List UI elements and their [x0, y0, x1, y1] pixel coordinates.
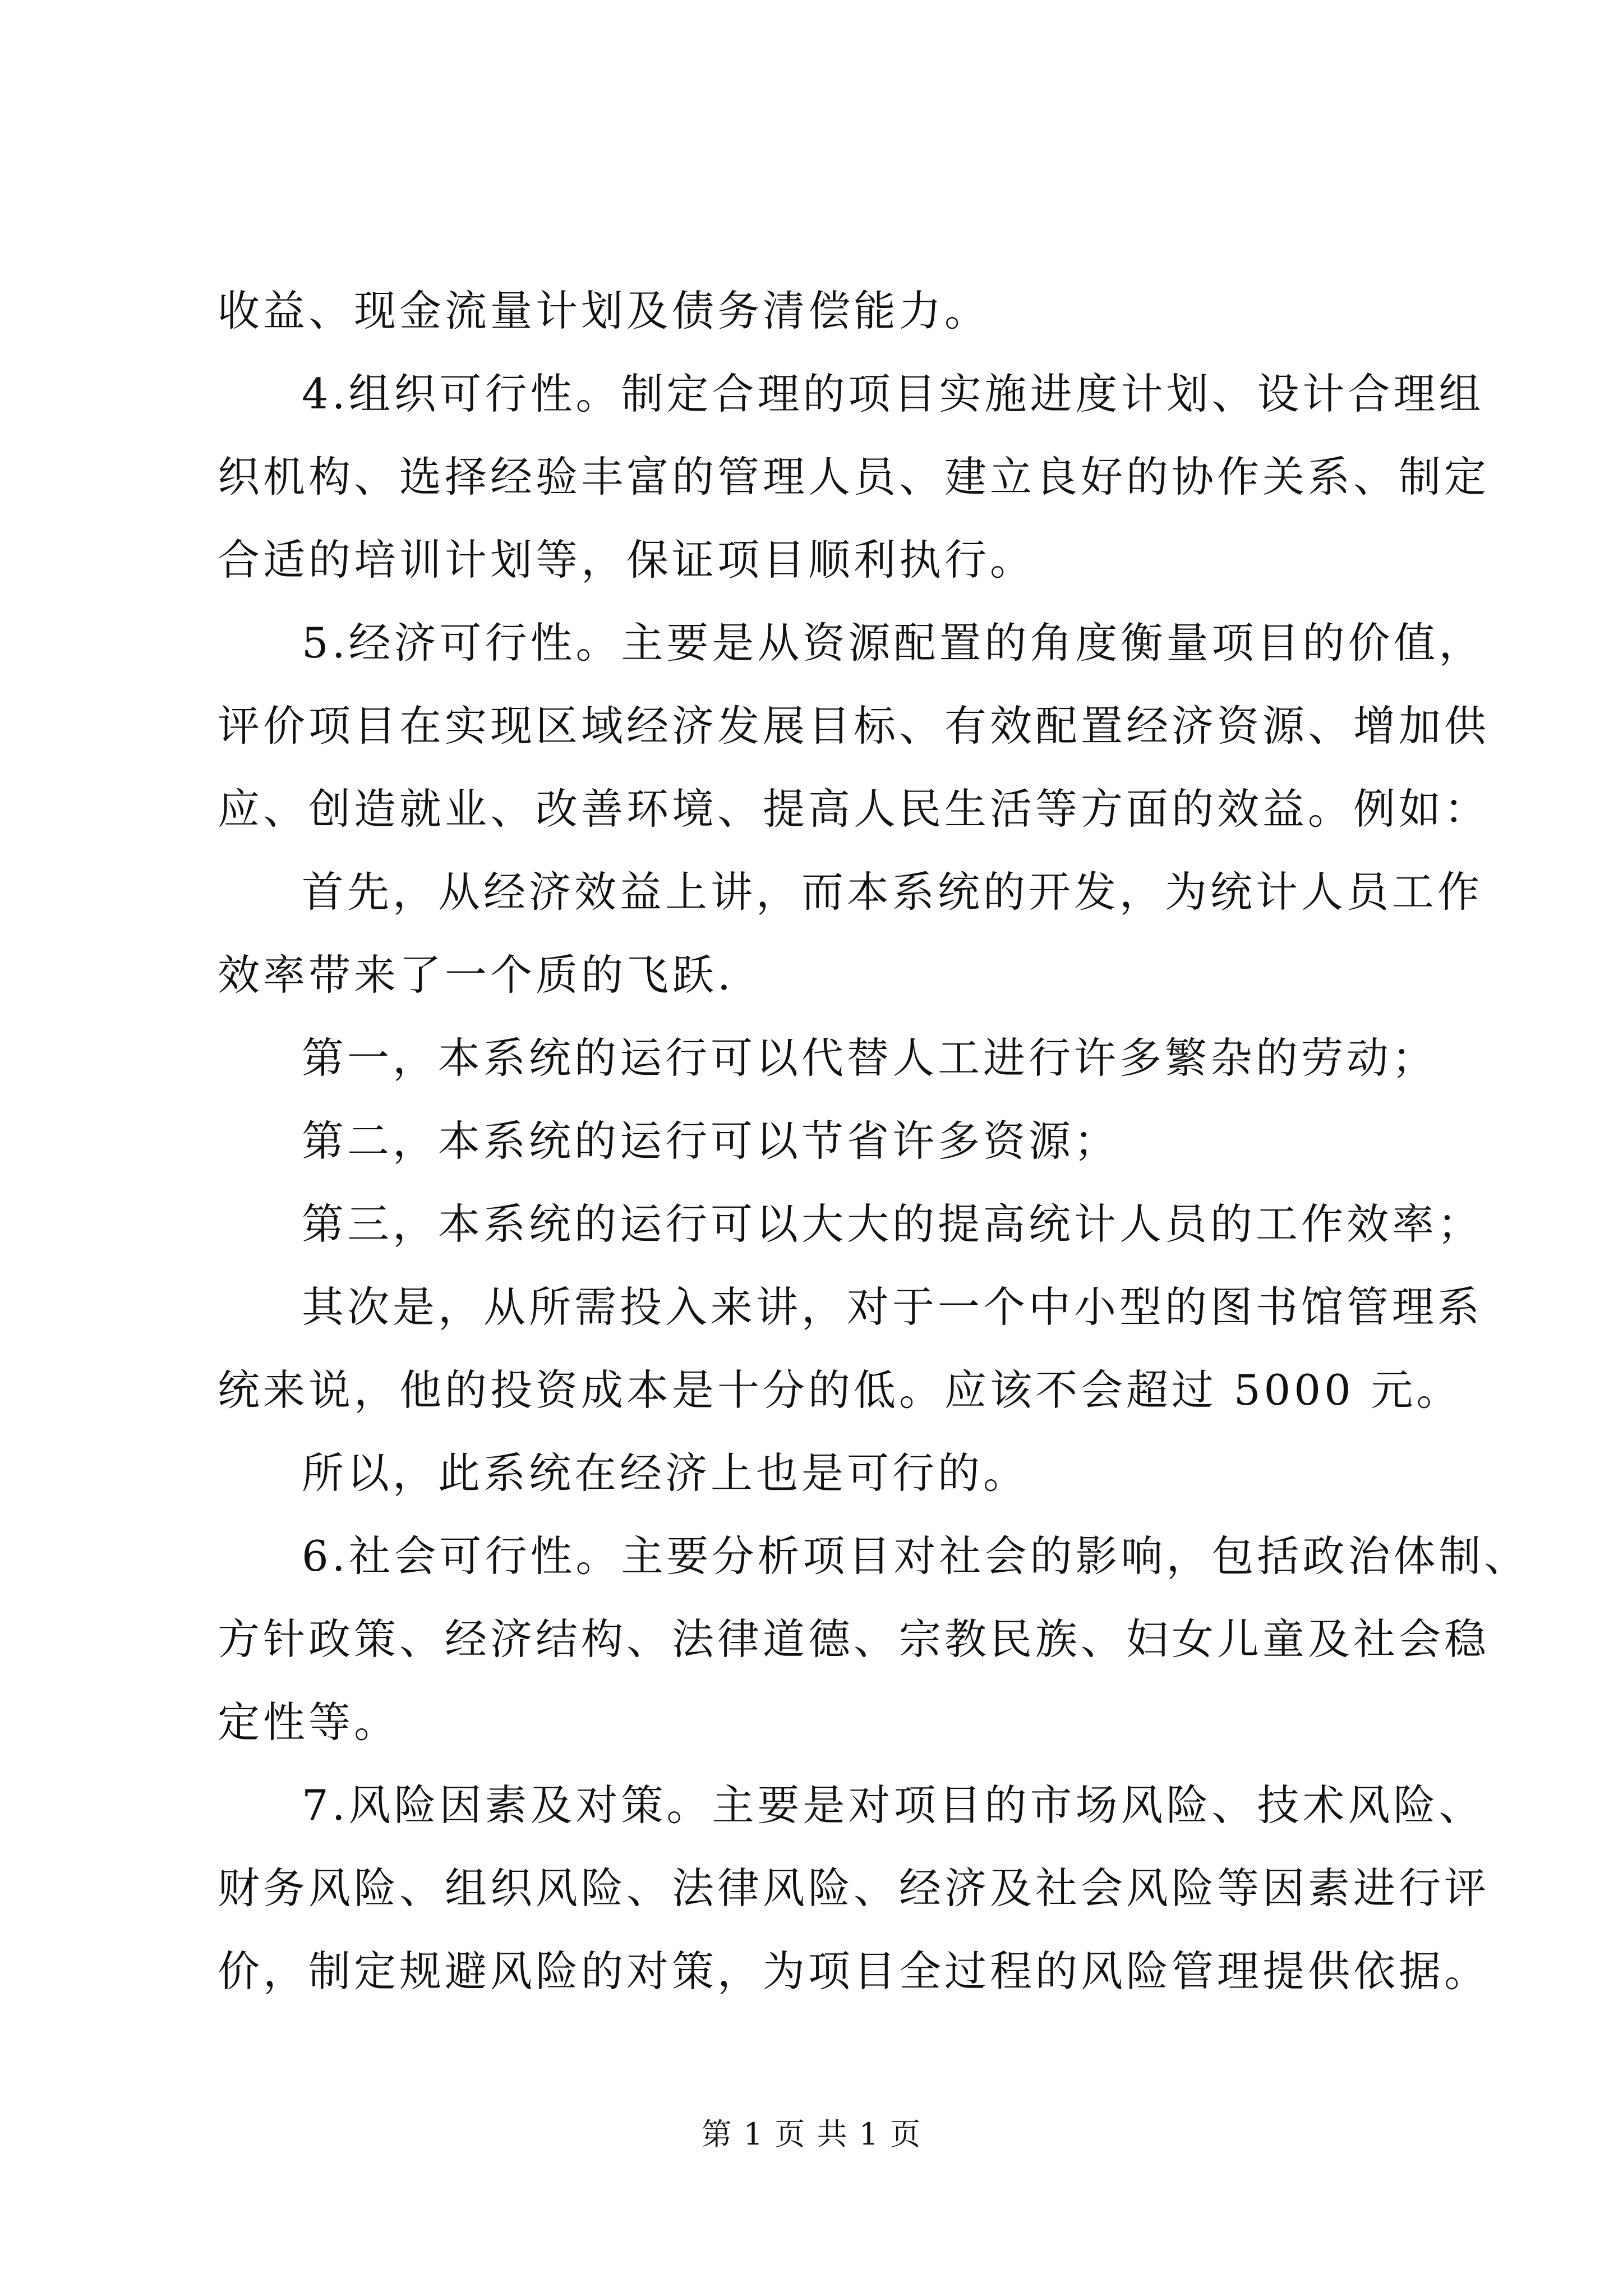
text-line: 7.风险因素及对策。主要是对项目的市场风险、技术风险、 — [302, 1780, 1484, 1830]
text-line: 其次是，从所需投入来讲，对于一个中小型的图书馆管理系 — [302, 1282, 1483, 1332]
text-line: 首先，从经济效益上讲，而本系统的开发，为统计人员工作 — [302, 867, 1483, 917]
text-line: 收益、现金流量计划及债务清偿能力。 — [218, 286, 990, 335]
text-line: 方针政策、经济结构、法律道德、宗教民族、妇女儿童及社会稳 — [218, 1614, 1490, 1664]
text-line: 效率带来了一个质的飞跃. — [218, 950, 734, 1000]
text-line: 评价项目在实现区域经济发展目标、有效配置经济资源、增加供 — [218, 701, 1490, 751]
text-line: 统来说，他的投资成本是十分的低。应该不会超过 5000 元。 — [218, 1365, 1462, 1415]
text-line: 5.经济可行性。主要是从资源配置的角度衡量项目的价值， — [302, 618, 1484, 668]
text-line: 价，制定规避风险的对策，为项目全过程的风险管理提供依据。 — [218, 1947, 1490, 1996]
text-line: 第二，本系统的运行可以节省许多资源； — [302, 1116, 1120, 1166]
page-number-footer: 第 1 页 共 1 页 — [701, 2116, 922, 2152]
text-line: 4.组织可行性。制定合理的项目实施进度计划、设计合理组 — [302, 369, 1484, 418]
text-line: 6.社会可行性。主要分析项目对社会的影响，包括政治体制、 — [302, 1531, 1530, 1581]
text-line: 第一，本系统的运行可以代替人工进行许多繁杂的劳动； — [302, 1033, 1438, 1083]
text-line: 第三，本系统的运行可以大大的提高统计人员的工作效率； — [302, 1199, 1483, 1249]
document-body — [218, 269, 1530, 2013]
text-line: 财务风险、组织风险、法律风险、经济及社会风险等因素进行评 — [218, 1864, 1490, 1913]
text-line: 合适的培训计划等，保证项目顺利执行。 — [218, 535, 1036, 585]
text-line: 织机构、选择经验丰富的管理人员、建立良好的协作关系、制定 — [218, 452, 1490, 501]
text-line: 定性等。 — [218, 1697, 400, 1747]
text-line: 所以，此系统在经济上也是可行的。 — [302, 1448, 1029, 1498]
text-line: 应、创造就业、改善环境、提高人民生活等方面的效益。例如： — [218, 784, 1490, 834]
